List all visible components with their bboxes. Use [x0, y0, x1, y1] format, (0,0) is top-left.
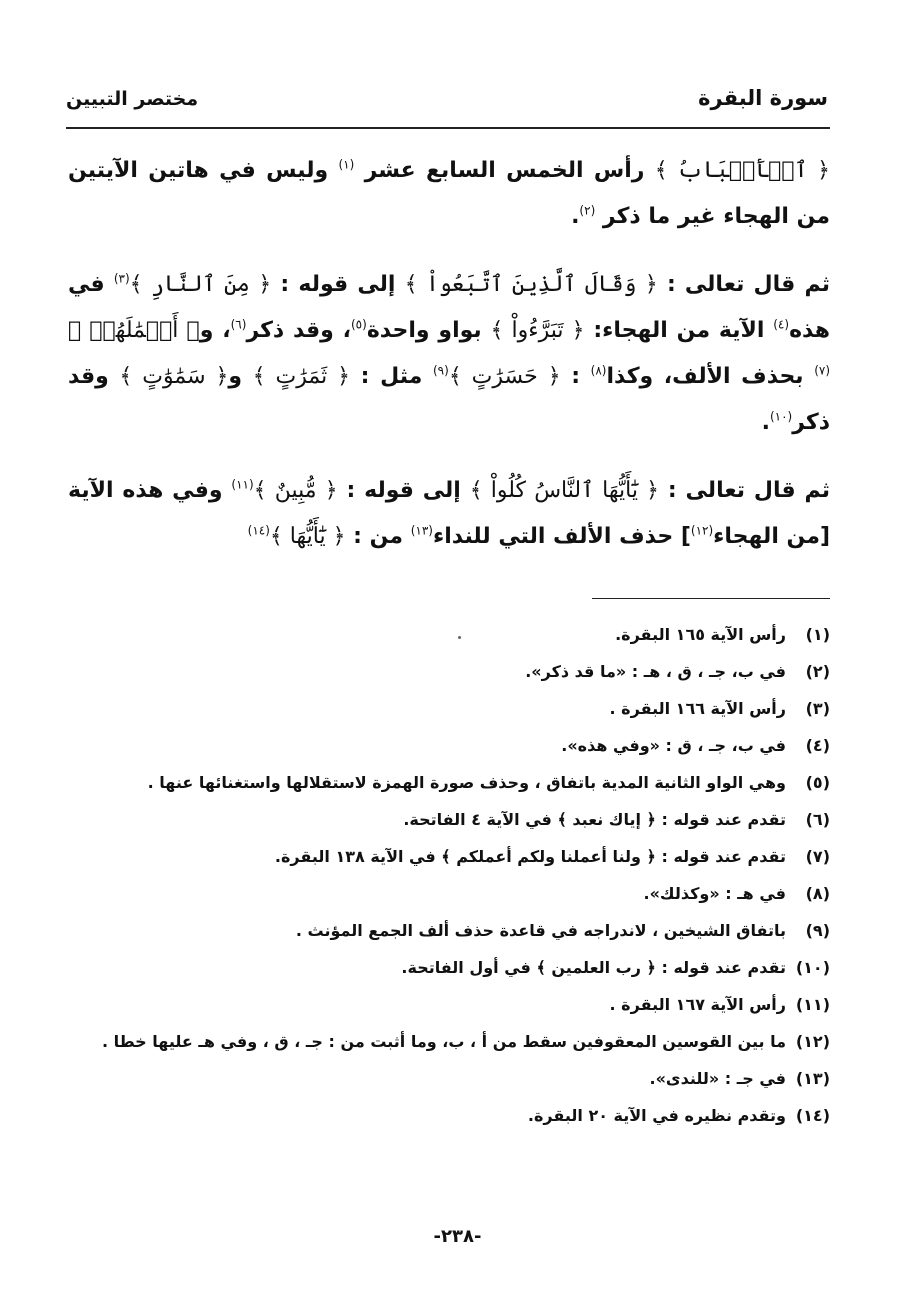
footnote-item [120, 770, 830, 807]
footnote-text: تقدم عند قوله : ﴿ ولنا أعملنا ولكم أعملكم ﴾ في الآية ١٣٨ البقرة. [274, 847, 786, 866]
quran-quote: ﴿ حَسَرَٰتٍ ﴾ [448, 364, 561, 389]
footnote-text: تقدم عند قوله : ﴿ إياك نعبد ﴾ في الآية ٤ الفاتحة. [403, 810, 786, 829]
text-run: . [571, 204, 580, 229]
footnote-ref: (٧) [814, 363, 831, 378]
footnote-item [120, 1066, 830, 1103]
paragraph [68, 148, 830, 240]
footnotes-list [101, 622, 830, 1140]
footnote-item [120, 733, 830, 770]
text-run: ثم قال تعالى : [659, 478, 830, 503]
footnote-text: وهي الواو الثانية المدية باتفاق ، وحذف صورة الهمزة لاستقلالها واستغنائها عنها . [147, 773, 786, 792]
text-run: ثم قال تعالى : [657, 272, 830, 297]
page-number: -٢٣٨- [433, 1226, 482, 1247]
quran-quote: ﴿ ثَمَرَٰتٍ ﴾ [252, 364, 351, 389]
footnote-item [120, 992, 830, 1029]
footnote-ref: (٨) [590, 363, 607, 378]
footnote-number: (٧) [805, 847, 830, 866]
text-run: ] حذف الألف التي للنداء [432, 524, 691, 549]
footnote-text: في جـ : «للندى». [649, 1069, 786, 1088]
text-run: مثل : [350, 364, 433, 389]
footnote-ref: (٦) [230, 317, 247, 332]
footnote-text: في هـ : «وكذلك». [643, 884, 786, 903]
footnote-item [101, 1029, 830, 1066]
text-run: في هذه [68, 272, 831, 343]
footnote-number: (٨) [805, 884, 830, 903]
text-run: وليس في هاتين الآيتين من الهجاء غير ما ذكر [68, 158, 830, 229]
footnote-number: (١٣) [795, 1069, 830, 1088]
footnote-item [120, 955, 830, 992]
text-run: من : [345, 524, 411, 549]
quran-quote: ﴿ يَٰٓأَيُّهَا ﴾ [269, 524, 346, 549]
paragraph [68, 262, 830, 446]
text-run: ، وقد ذكر [246, 318, 351, 343]
paragraph [68, 468, 830, 560]
text-run: وقد ذكر [68, 364, 830, 435]
footnote-ref: (١٠) [769, 409, 793, 424]
footnote-text: رأس الآية ١٦٦ البقرة . [609, 699, 786, 718]
running-header [66, 86, 828, 120]
text-run: : [560, 364, 591, 389]
quran-quote: ﴿ تَبَرَّءُواْ ﴾ [490, 318, 585, 343]
quran-quote: ﴿ مُّبِينٌ ﴾ [253, 478, 338, 503]
footnote-item [120, 918, 830, 955]
footnote-number: (٢) [805, 662, 830, 681]
footnote-ref: (٤) [773, 317, 790, 332]
footnote-item [120, 659, 830, 696]
footnote-number: (٣) [805, 699, 830, 718]
footnote-number: (٤) [805, 736, 830, 755]
book-title: مختصر التبيين [66, 88, 199, 110]
footnote-item [120, 844, 830, 881]
footnote-number: (١٤) [795, 1106, 830, 1125]
footnote-number: (١٠) [795, 958, 830, 977]
surah-title: سورة البقرة [698, 86, 828, 110]
main-text-body [68, 148, 830, 582]
text-run: بحذف الألف، وكذا [606, 364, 815, 389]
text-run: و [228, 364, 253, 389]
footnote-number: (١٢) [795, 1032, 830, 1051]
footnote-text: تقدم عند قوله : ﴿ رب العلمين ﴾ في أول الفاتحة. [401, 958, 786, 977]
footnote-item [120, 1103, 830, 1140]
text-run: الآية من الهجاء: [584, 318, 774, 343]
text-run: ، و [199, 318, 231, 343]
text-run: . [761, 410, 770, 435]
text-run: إلى قوله : [271, 272, 405, 297]
quran-quote: ﴿ وَقَالَ ٱلَّذِينَ ٱتَّبَعُواْ ﴾ [404, 272, 658, 297]
quran-quote: ﴿ مِنَ ٱلنَّارِ ﴾ [129, 272, 272, 297]
footnote-text: وتقدم نظيره في الآية ٢٠ البقرة. [527, 1106, 786, 1125]
quran-quote: ﴿ أَعۡمَٰلَهُمۡ ﴾ [68, 318, 200, 343]
text-run: إلى قوله : [337, 478, 470, 503]
footnote-divider [592, 598, 830, 599]
footnote-ref: (١٢) [690, 523, 714, 538]
footnote-item [120, 881, 830, 918]
quran-quote: ﴿ سَمَٰوَٰتٍ ﴾ [119, 364, 229, 389]
footnote-number: (٩) [805, 921, 830, 940]
footnote-item [120, 696, 830, 733]
text-run: رأس الخمس السابع عشر [354, 158, 655, 183]
quran-quote: ﴿ ٱلۡأَسۡبَابُ ﴾ [654, 158, 831, 183]
footnote-text: رأس الآية ١٦٧ البقرة . [609, 995, 786, 1014]
footnote-ref: (٥) [350, 317, 367, 332]
footnote-item [120, 807, 830, 844]
footnote-text: في ب، جـ ، ق ، هـ : «ما قد ذكر». [525, 662, 786, 681]
text-run: وفي هذه الآية [من الهجاء [68, 478, 830, 549]
footnote-number: (٦) [805, 810, 830, 829]
footnote-ref: (١) [338, 157, 355, 172]
footnote-text: في ب، جـ ، ق : «وفي هذه». [561, 736, 786, 755]
footnote-ref: (٣) [113, 271, 130, 286]
footnote-ref: (٢) [579, 203, 596, 218]
footnote-ref: (٩) [432, 363, 449, 378]
quran-quote: ﴿ يَٰٓأَيُّهَا ٱلنَّاسُ كُلُواْ ﴾ [469, 478, 660, 503]
footnote-number: (١١) [795, 995, 830, 1014]
footnote-text: باتفاق الشيخين ، لاندراجه في قاعدة حذف ألف الجمع المؤنث . [295, 921, 786, 940]
footnote-number: (٥) [805, 773, 830, 792]
footnote-ref: (١١) [231, 477, 254, 492]
footnote-ref: (١٣) [410, 523, 433, 538]
footnote-item [120, 622, 830, 659]
footnote-ref: (١٤) [247, 523, 270, 538]
footnote-text: ما بين القوسين المعقوفين سقط من أ ، ب، وما أثبت من : جـ ، ق ، وفي هـ عليها خطا . [101, 1032, 786, 1051]
footnote-text: رأس الآية ١٦٥ البقرة. [615, 625, 786, 644]
text-run: بواو واحدة [366, 318, 491, 343]
header-divider [66, 127, 830, 129]
footnote-number: (١) [805, 625, 830, 644]
